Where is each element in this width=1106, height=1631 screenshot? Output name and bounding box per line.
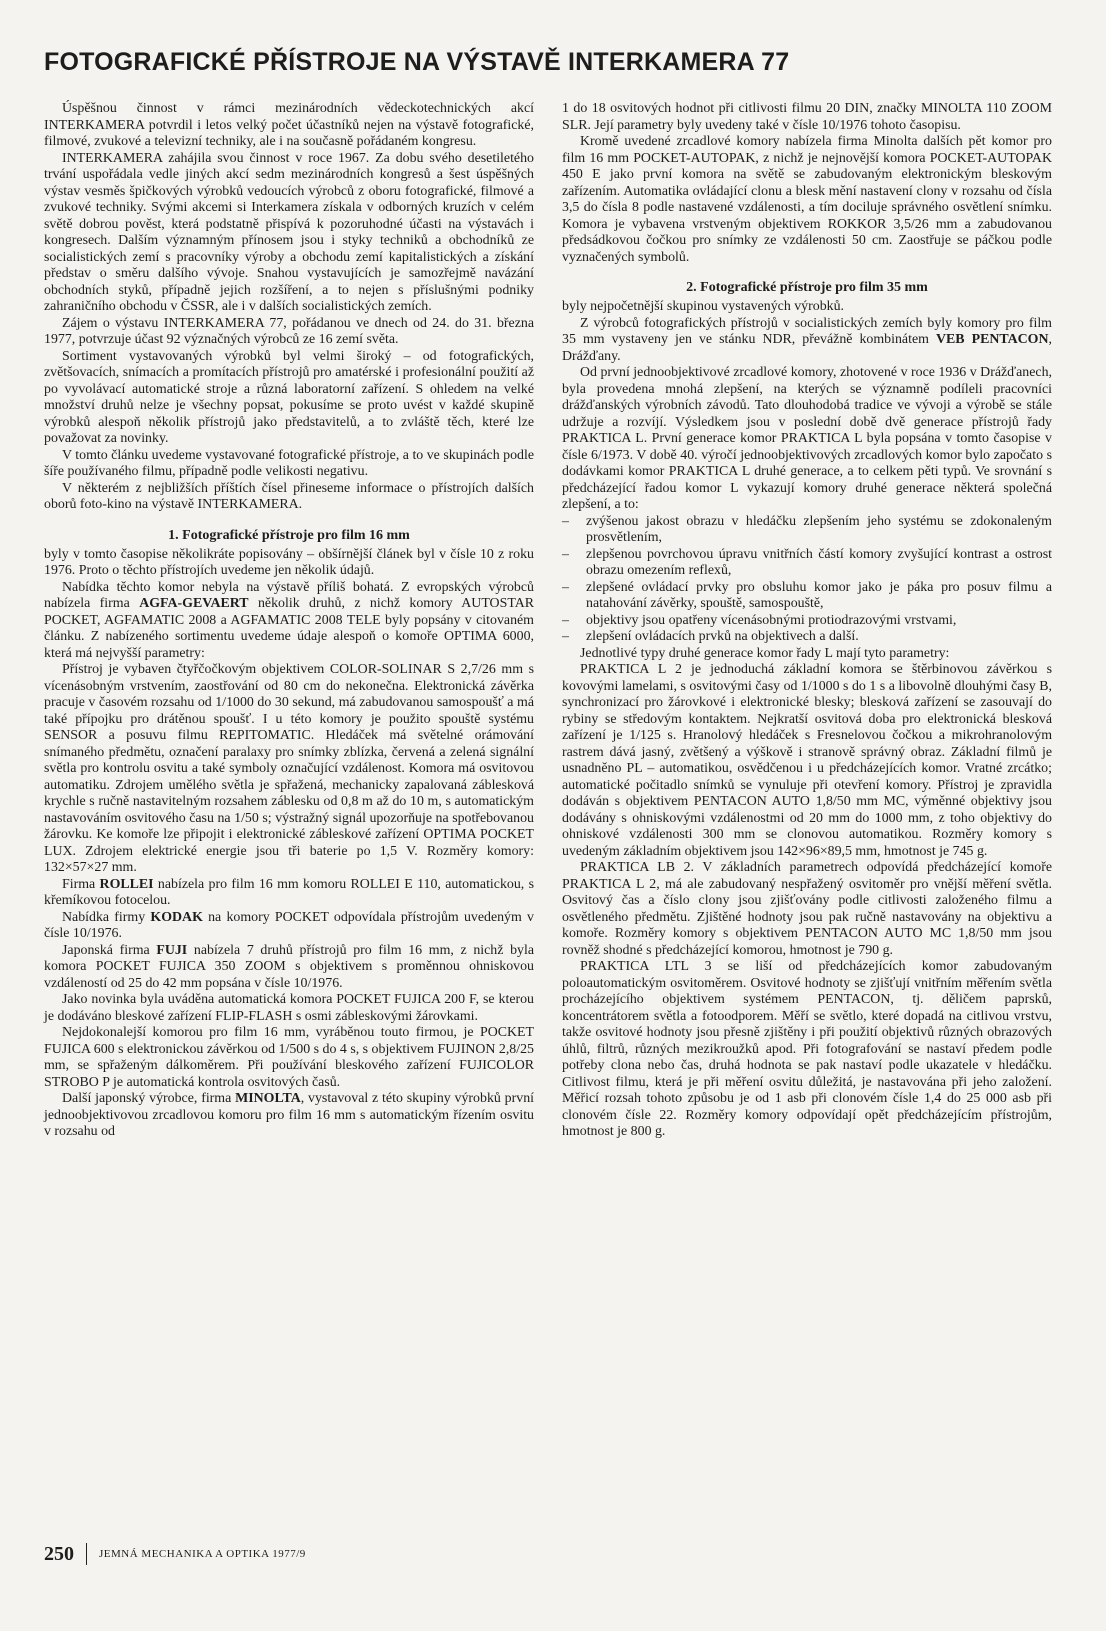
left-column <box>44 101 534 1141</box>
brand-name: VEB PENTACON <box>935 332 1049 347</box>
paragraph: Sortiment vystavovaných výrobků byl velmi široký – od fotografických, zvětšovacích, snímacích a promítacích přístrojů pro amatérské i profesionální použití až po vyvolávací automatické stroje a různá laboratorní zařízení. S ohledem na velké množství druhů nelze je všechny popsat, pokusíme se proto uvést v každé skupině výrobků alespoň několik přístrojů jako představitelů, a to zvláště těch, které lze považovat za novinky. <box>44 348 534 446</box>
text-run: několik druhů, z nichž komory AUTOSTAR POCKET, AGFAMATIC 2008 a AGFAMATIC 2008 TELE byly popsány v citovaném článku. Z nabízeného sortimentu uvedeme údaje alespoň o komoře OPTIMA 6000, která má nejvyšší parametry: <box>44 596 534 661</box>
paragraph <box>44 580 534 663</box>
paragraph: Od první jednoobjektivové zrcadlové komory, zhotovené v roce 1936 v Drážďanech, byla provedena mnohá zlepšení, na kterých se významně podíleli pracovníci drážďanských výrobních závodů. Tato dlouhodobá tradice ve vývoji a výrobě se stále udržuje a rozvíjí. Výsledkem jsou v poslední době dvě generace přístrojů řady PRAKTICA L. První generace komor PRAKTICA L byla popsána v tomto časopise v čísle 6/1973. V době 40. výročí jednoobjektivových zrcadlových komor bylo započato s dodávkami komor PRAKTICA L druhé generace, a to celkem pěti typů. Ve srovnání s předcházející řadou komor L vykazují komory druhé generace některá společná zlepšení, a to: <box>562 365 1052 512</box>
paragraph: Nejdokonalejší komorou pro film 16 mm, vyráběnou touto firmou, je POCKET FUJICA 600 s elektronickou závěrkou od 1/500 s do 4 s, s objektivem FUJINON 2,8/25 mm, se spřaženým dálkoměrem. Při používání bleskového zařízení FUJICOLOR STROBO P je automatická kontrola osvitových časů. <box>44 1025 534 1090</box>
paragraph <box>562 316 1052 366</box>
list-dash: – <box>562 629 569 644</box>
brand-name: MINOLTA <box>235 1091 301 1106</box>
text-run: , vystavoval z této skupiny výrobků první jednoobjektivovou zrcadlovou komoru pro film 16 mm s automatickým řízením osvitu v rozsahu od <box>44 1091 534 1139</box>
list-item <box>562 547 1052 580</box>
right-column <box>562 101 1052 1141</box>
brand-name: AGFA-GEVAERT <box>139 596 249 611</box>
paragraph: V tomto článku uvedeme vystavované fotografické přístroje, a to ve skupinách podle šíře používaného filmu, případně podle velikosti negativu. <box>44 447 534 479</box>
brand-name: ROLLEI <box>99 876 154 892</box>
page-number: 250 <box>44 1542 74 1565</box>
list-item <box>562 613 1052 630</box>
brand-name: FUJI <box>156 942 188 958</box>
list-dash: – <box>562 513 569 529</box>
paragraph: PRAKTICA LTL 3 se liší od předcházejících komor zabudovaným poloautomatickým osvitoměrem. Osvitové hodnoty se zjišťují vnitřním měřením světla procházejícího objektivem systémem PENTACON, tj. děličem paprsků, koncentrátorem světla a fotoodporem. Měří se světlo, které dopadá na citlivou vrstvu, takže osvitové hodnoty jsou přesně zjištěny i při použití objektivů různých obrazových úhlů, filtrů, různých mezikroužků apod. Při fotografování se nastaví předem podle potřeby clona nebo čas, druhá hodnota se pak nastaví podle ukazatele v hledáčku. Citlivost filmu, která je při měření osvitu důležitá, je nastavována při jeho založení. Měřicí rozsah tohoto způsobu je od 1 asb při clonovém čísle 1,4 do 25 000 asb při clonovém čísle 22. Rozměry komory odpovídají opět předcházejícím přístrojům, hmotnost je 800 g. <box>562 959 1052 1139</box>
brand-name: KODAK <box>150 909 203 925</box>
improvements-list <box>562 514 1052 646</box>
text-run: nabízela 7 druhů přístrojů pro film 16 mm, z nichž byla komora POCKET FUJICA 350 ZOOM s objektivem s proměnnou ohniskovou vzdáleností od 25 do 42 mm popsána v čísle 10/1976. <box>44 942 534 991</box>
paragraph: PRAKTICA LB 2. V základních parametrech odpovídá předcházející komoře PRAKTICA L 2, má ale zabudovaný nespřažený osvitoměr pro vnější měření světla. Osvitový čas a číslo clony jsou zjišťovány podle citlivosti založeného filmu a osvětleného předmětu. Zjištěné hodnoty jsou pak ručně nastavovány na objektivu a komoře. Rozměry komory s objektivem PENTACON AUTO MC 1,8/50 mm jsou rovněž shodné s předcházející komorou, hmotnost je 790 g. <box>562 860 1052 958</box>
paragraph <box>44 910 534 943</box>
list-item-text: zlepšené ovládací prvky pro obsluhu komor jako je páka pro posuv filmu a natahování závěrky, spouště, samospouště, <box>586 579 1052 611</box>
journal-name: JEMNÁ MECHANIKA A OPTIKA 1977/9 <box>99 1548 306 1560</box>
list-dash: – <box>562 612 569 628</box>
page-footer <box>44 1542 306 1566</box>
list-item <box>562 580 1052 613</box>
paragraph: Jako novinka byla uváděna automatická komora POCKET FUJICA 200 F, se kterou je dodáváno bleskové zařízení FLIP-FLASH s osmi zábleskovými žárovkami. <box>44 992 534 1024</box>
footer-divider <box>86 1543 87 1565</box>
text-run: Další japonský výrobce, firma <box>62 1091 232 1106</box>
paragraph: Přístroj je vybaven čtyřčočkovým objektivem COLOR-SOLINAR S 2,7/26 mm s vícenásobným vrstvením, zaostřování od 80 cm do nekonečna. Elektronická závěrka pracuje v časovém rozsahu od 1/1000 do 30 sekund, má zabudovanou samospoušť a má také přípojku pro drátěnou spoušť. I u této komory je použito spouště systému SENSOR a posuvu filmu REPITOMATIC. Hledáček má světelné orámování snímaného předmětu, označení paralaxy pro snímky zblízka, červená a zelená signální světla pro kontrolu osvitu a také symboly označující vzdálenost. Komora má osvitovou automatiku. Zdrojem umělého světla je spřažená, mechanicky zapalovaná záblesková krychle s ručně nastavitelným rozsahem záblesku od 0,8 m až do 10 m, s automatickým nastavováním osvitového času na 1/50 s; výstražný signál upozorňuje na spotřebovanou žárovku. Ke komoře lze připojit i elektronické zábleskové zařízení OPTIMA POCKET LUX. Zdrojem elektrické energie jsou tři baterie po 1,5 V. Rozměry komory: 132×57×27 mm. <box>44 662 534 875</box>
list-item-text: zlepšenou povrchovou úpravu vnitřních částí komory zvyšující kontrast a ostrost obrazu omezením reflexů, <box>586 546 1052 578</box>
text-run: , Drážďany. <box>562 332 1052 364</box>
text-run: Japonská firma <box>62 942 150 958</box>
paragraph: Úspěšnou činnost v rámci mezinárodních vědeckotechnických akcí INTERKAMERA potvrdil i letos velký počet účastníků nejen na výstavě fotografické, filmové, zvukové a televizní techniky, ale i na současně pořádaném kongresu. <box>44 101 534 149</box>
text-run: Nabídka firmy <box>62 909 146 925</box>
paragraph: Kromě uvedené zrcadlové komory nabízela firma Minolta dalších pět komor pro film 16 mm POCKET-AUTOPAK, z nichž je nejnovější komora POCKET-AUTOPAK 450 E jako první komora na světě se zabudovaným elektronickým bleskovým zařízením. Automatika ovládající clonu a blesk mění nastavení clony v rozsahu od čísla 3,5 do čísla 8 podle nastavené vzdálenosti, a tím dociluje správného osvětlení snímku. Komora je vybavena vrstveným objektivem ROKKOR 3,5/26 mm a zabudovanou předsádkovou čočkou pro snímky ze vzdálenosti 50 cm. Zaostřuje se páčkou podle vyznačených symbolů. <box>562 134 1052 265</box>
list-item-text: objektivy jsou opatřeny vícenásobnými protiodrazovými vrstvami, <box>586 612 957 628</box>
text-run: nabízela pro film 16 mm komoru ROLLEI E 110, automatickou, s křemíkovou fotocelou. <box>44 876 535 908</box>
list-item-text: zlepšení ovládacích prvků na objektivech a další. <box>586 629 859 644</box>
text-run: Firma <box>62 876 96 892</box>
text-run: Nabídka těchto komor nebyla na výstavě příliš bohatá. Z evropských výrobců nabízela firma <box>44 579 534 611</box>
list-item <box>562 629 1052 646</box>
paragraph: INTERKAMERA zahájila svou činnost v roce 1967. Za dobu svého desetiletého trvání uspořádala vedle jiných akcí sedm mezinárodních kongresů a šest úspěšných výstav vesměs špičkových výrobků vedoucích výrobců z oboru fotografické, filmové a zvukové techniky. Svými akcemi si Interkamera získala v odborných kruzích v celém světě dobrou pověst, která podstatně přispívá k pozoruhodné účasti na výstavách i kongresech. Dalším významným přínosem jsou i styky techniků a obchodníků ze socialistických zemí s pracovníky výroby a obchodu zemí kapitalistických a získání představ o směru dalšího vývoje. Snahou vystavujících je samozřejmě navázání obchodních styků, případně jejich rozšíření, a to nejen s příslušnými podniky zahraničního obchodu v ČSSR, ale i v dalších socialistických zemích. <box>44 150 534 314</box>
paragraph <box>44 943 534 993</box>
list-dash: – <box>562 546 569 562</box>
paragraph: byly v tomto časopise několikráte popisovány – obšírnější článek byl v čísle 10 z roku 1976. Proto o těchto přístrojích uvedeme jen několik údajů. <box>44 546 534 578</box>
paragraph: byly nejpočetnější skupinou vystavených výrobků. <box>562 299 845 314</box>
paragraph: Zájem o výstavu INTERKAMERA 77, pořádanou ve dnech od 24. do 31. března 1977, potvrzuje účast 92 význačných výrobců ze 16 zemí světa. <box>44 315 534 347</box>
section-heading-16mm: 1. Fotografické přístroje pro film 16 mm <box>168 527 410 543</box>
list-item-text: zvýšenou jakost obrazu v hledáčku zlepšením jeho systému se zdokonaleným prosvětlením, <box>586 513 1052 545</box>
paragraph: V některém z nejbližších příštích čísel přineseme informace o přístrojích dalších oborů foto-kino na výstavě INTERKAMERA. <box>44 480 534 512</box>
paragraph <box>44 877 534 910</box>
paragraph <box>44 1091 534 1141</box>
paragraph: 1 do 18 osvitových hodnot při citlivosti filmu 20 DIN, značky MINOLTA 110 ZOOM SLR. Její parametry byly uvedeny také v čísle 10/1976 tohoto časopisu. <box>562 101 1052 133</box>
paragraph: Jednotlivé typy druhé generace komor řady L mají tyto parametry: <box>580 645 950 661</box>
paragraph: PRAKTICA L 2 je jednoduchá základní komora se štěrbinovou závěrkou s kovovými lamelami, s osvitovými časy od 1/1000 s do 1 s a libovolně dlouhými časy B, synchronizací pro žárovkové i elektronické blesky; blesková zařízení se zasouvají do rybiny se středovým kontaktem. Nejkratší osvitová doba pro elektronická blesková zařízení je 1/125 s. Hranolový hledáček s Fresnelovou čočkou a mikrohranolovým rastrem dává jasný, zvětšený a výškově i stranově správný obraz. Základní filmů je usnadněno PL – automatikou, osvědčenou i u předcházejících komor. Vratné zrcátko; automatické počitadlo snímků se vynuluje při otevření komory. Přístroj je zpravidla dodáván s objektivem PENTACON AUTO 1,8/50 mm MC, výměnné objektivy jsou dodávány s ohniskovými vzdálenostmi od 20 mm do 1000 mm, z toho objektivy do ohniskové vzdálenosti 300 mm se clonovou automatikou. Rozměry komory s uvedeným základním objektivem jsou 142×96×89,5 mm, hmotnost je 745 g. <box>562 662 1052 859</box>
list-item <box>562 514 1052 547</box>
text-run: na komory POCKET odpovídala přístrojům uvedeným v čísle 10/1976. <box>44 909 534 941</box>
article-title: FOTOGRAFICKÉ PŘÍSTROJE NA VÝSTAVĚ INTERKAMERA 77 <box>44 48 790 76</box>
list-dash: – <box>562 579 569 595</box>
section-heading-35mm: 2. Fotografické přístroje pro film 35 mm <box>686 280 928 295</box>
text-run: Z výrobců fotografických přístrojů v socialistických zemích byly komory pro film 35 mm vystaveny jen ve stánku NDR, převážně kombinátem <box>562 315 1052 347</box>
